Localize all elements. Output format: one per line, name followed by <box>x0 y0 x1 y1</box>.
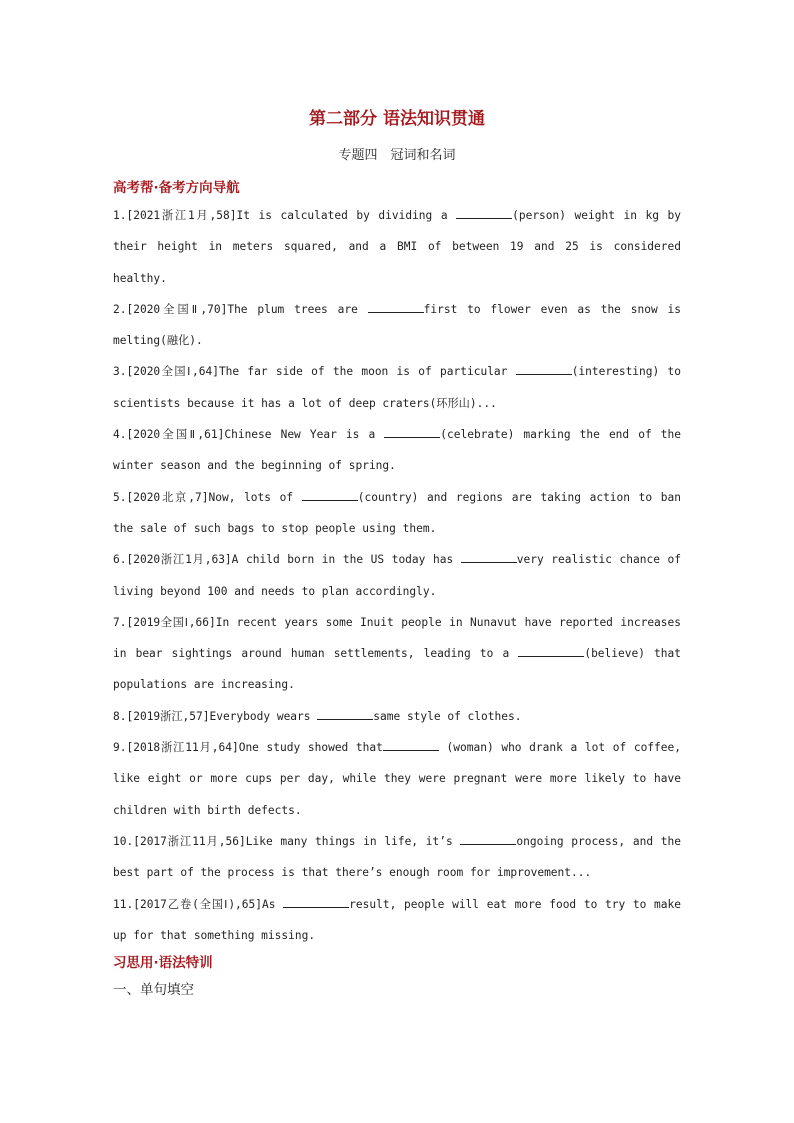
question-text-before: Chinese New Year is a <box>224 428 385 442</box>
question-item <box>113 607 681 701</box>
question-text-before: The plum trees are <box>227 302 368 316</box>
answer-blank[interactable] <box>317 707 373 720</box>
question-item <box>113 544 681 607</box>
question-number: 4. <box>113 428 127 442</box>
question-number: 11. <box>113 897 134 911</box>
question-text-after: (country) and regions are taking action to ban the sale of such bags to stop people using them. <box>113 490 681 535</box>
answer-blank[interactable] <box>518 644 584 657</box>
question-item <box>113 701 681 732</box>
question-item <box>113 482 681 545</box>
answer-blank[interactable] <box>302 488 358 501</box>
question-list <box>113 200 681 951</box>
question-number: 5. <box>113 490 127 504</box>
question-number: 7. <box>113 615 127 629</box>
answer-blank[interactable] <box>460 832 516 845</box>
question-text-after: (woman) who drank a lot of coffee, like eight or more cups per day, while they were pregnant were more likely to have children with birth defects. <box>113 741 682 817</box>
question-item <box>113 826 681 889</box>
question-number: 8. <box>113 709 127 723</box>
answer-blank[interactable] <box>461 550 517 563</box>
question-item <box>113 200 681 294</box>
answer-blank[interactable] <box>516 362 572 375</box>
question-text-before: Now, lots of <box>208 490 302 504</box>
answer-blank[interactable] <box>383 738 439 751</box>
question-source: [2017浙江11月,56] <box>133 834 246 848</box>
question-source: [2019浙江,57] <box>126 709 210 723</box>
question-source: [2020全国Ⅱ,70] <box>126 302 228 316</box>
question-number: 3. <box>113 365 127 379</box>
question-text-before: It is calculated by dividing a <box>236 209 457 222</box>
question-text-before: The far side of the moon is of particular <box>218 365 516 379</box>
answer-blank[interactable] <box>384 425 440 438</box>
subsection-heading: 一、单句填空 <box>113 982 194 999</box>
question-item <box>113 356 681 419</box>
question-text-before: Everybody wears <box>209 709 318 723</box>
question-text-before: In recent years some Inuit people in Nunavut have reported increases in bear sightings around human settlements, leading to a <box>113 615 682 661</box>
question-number: 10. <box>113 834 134 848</box>
question-text-before: One study showed that <box>238 741 383 755</box>
question-source: [2020全国Ⅰ,64] <box>126 365 219 379</box>
question-number: 9. <box>113 741 127 755</box>
question-text-after: (interesting) to scientists because it has a lot of deep craters(环形山)... <box>113 365 681 410</box>
answer-blank[interactable] <box>283 895 349 908</box>
question-text-before: As <box>262 897 284 911</box>
question-text-before: Like many things in life, it’s <box>245 834 461 848</box>
question-item <box>113 889 681 952</box>
question-source: [2020浙江1月,63] <box>126 553 232 567</box>
answer-blank[interactable] <box>368 300 424 313</box>
question-text-after: same style of clothes. <box>373 709 522 723</box>
question-text-after: (celebrate) marking the end of the winter season and the beginning of spring. <box>113 428 681 473</box>
question-text-after: ongoing process, and the best part of the process is that there’s enough room for improvement... <box>113 834 681 880</box>
page-subtitle: 专题四 冠词和名词 <box>338 148 456 163</box>
section-heading-guide: 高考帮·备考方向导航 <box>113 180 240 196</box>
answer-blank[interactable] <box>456 206 512 219</box>
question-text-after: (believe) that populations are increasing. <box>113 647 682 692</box>
question-number: 6. <box>113 553 127 567</box>
question-source: [2020北京,7] <box>126 490 209 504</box>
question-source: [2021浙江1月,58] <box>126 209 237 222</box>
question-text-after: very realistic chance of living beyond 100 and needs to plan accordingly. <box>113 553 681 598</box>
question-source: [2018浙江11月,64] <box>126 741 239 755</box>
question-text-after: result, people will eat more food to try to make up for that something missing. <box>113 897 681 942</box>
document-page <box>113 100 681 1005</box>
question-item <box>113 419 681 482</box>
question-text-after: (person) weight in kg by their height in meters squared, and a BMI of between 19 and 25 is considered healthy. <box>113 209 681 285</box>
question-text-before: A child born in the US today has <box>231 553 461 567</box>
question-text-after: first to flower even as the snow is melting(融化). <box>113 302 681 348</box>
question-item <box>113 732 681 826</box>
question-number: 2. <box>113 302 127 316</box>
page-title: 第二部分 语法知识贯通 <box>309 109 485 129</box>
question-source: [2020全国Ⅱ,61] <box>126 428 225 442</box>
question-number: 1. <box>113 209 127 222</box>
question-source: [2019全国Ⅰ,66] <box>126 615 216 629</box>
question-item <box>113 294 681 357</box>
question-source: [2017乙卷(全国Ⅰ),65] <box>133 897 262 911</box>
section-heading-practice: 习思用·语法特训 <box>113 955 213 972</box>
